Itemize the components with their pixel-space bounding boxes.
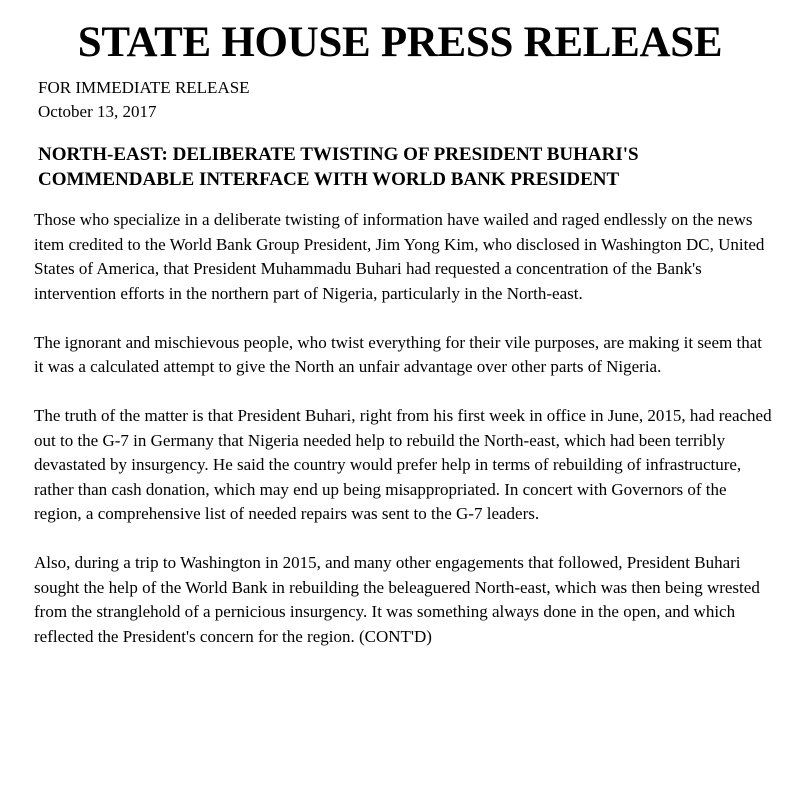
release-meta — [38, 76, 250, 124]
body-text — [34, 208, 774, 674]
paragraph: Also, during a trip to Washington in 2015, and many other engagements that followed, President Buhari sought the help of the World Bank in rebuilding the beleaguered North-east, which was then being wrested from the stranglehold of a pernicious insurgency. It was something always done in the open, and which reflected the President's concern for the region. (CONT'D) — [34, 553, 760, 646]
paragraph: The ignorant and mischievous people, who twist everything for their vile purposes, are making it seem that it was a calculated attempt to give the North an unfair advantage over other parts of Nigeria. — [34, 332, 762, 376]
paragraph: Those who specialize in a deliberate twisting of information have wailed and raged endlessly on the news item credited to the World Bank Group President, Jim Yong Kim, who disclosed in Washington DC, United States of America, that President Muhammadu Buhari had requested a concentration of the Bank's intervention efforts in the northern part of Nigeria, particularly in the North-east. — [34, 210, 765, 303]
page-title: STATE HOUSE PRESS RELEASE — [77, 19, 723, 66]
release-date: October 13, 2017 — [38, 102, 157, 121]
release-label: FOR IMMEDIATE RELEASE — [38, 78, 250, 97]
headline: NORTH-EAST: DELIBERATE TWISTING OF PRESIDENT BUHARI'S COMMENDABLE INTERFACE WITH WORLD BANK PRESIDENT — [38, 144, 639, 190]
paragraph: The truth of the matter is that President Buhari, right from his first week in office in June, 2015, had reached out to the G-7 in Germany that Nigeria needed help to rebuild the North-east, which had been terribly devastated by insurgency. He said the country would prefer help in terms of rebuilding of infrastructure, rather than cash donation, which may end up being misappropriated. In concert with Governors of the region, a comprehensive list of needed repairs was sent to the G-7 leaders. — [34, 406, 772, 523]
